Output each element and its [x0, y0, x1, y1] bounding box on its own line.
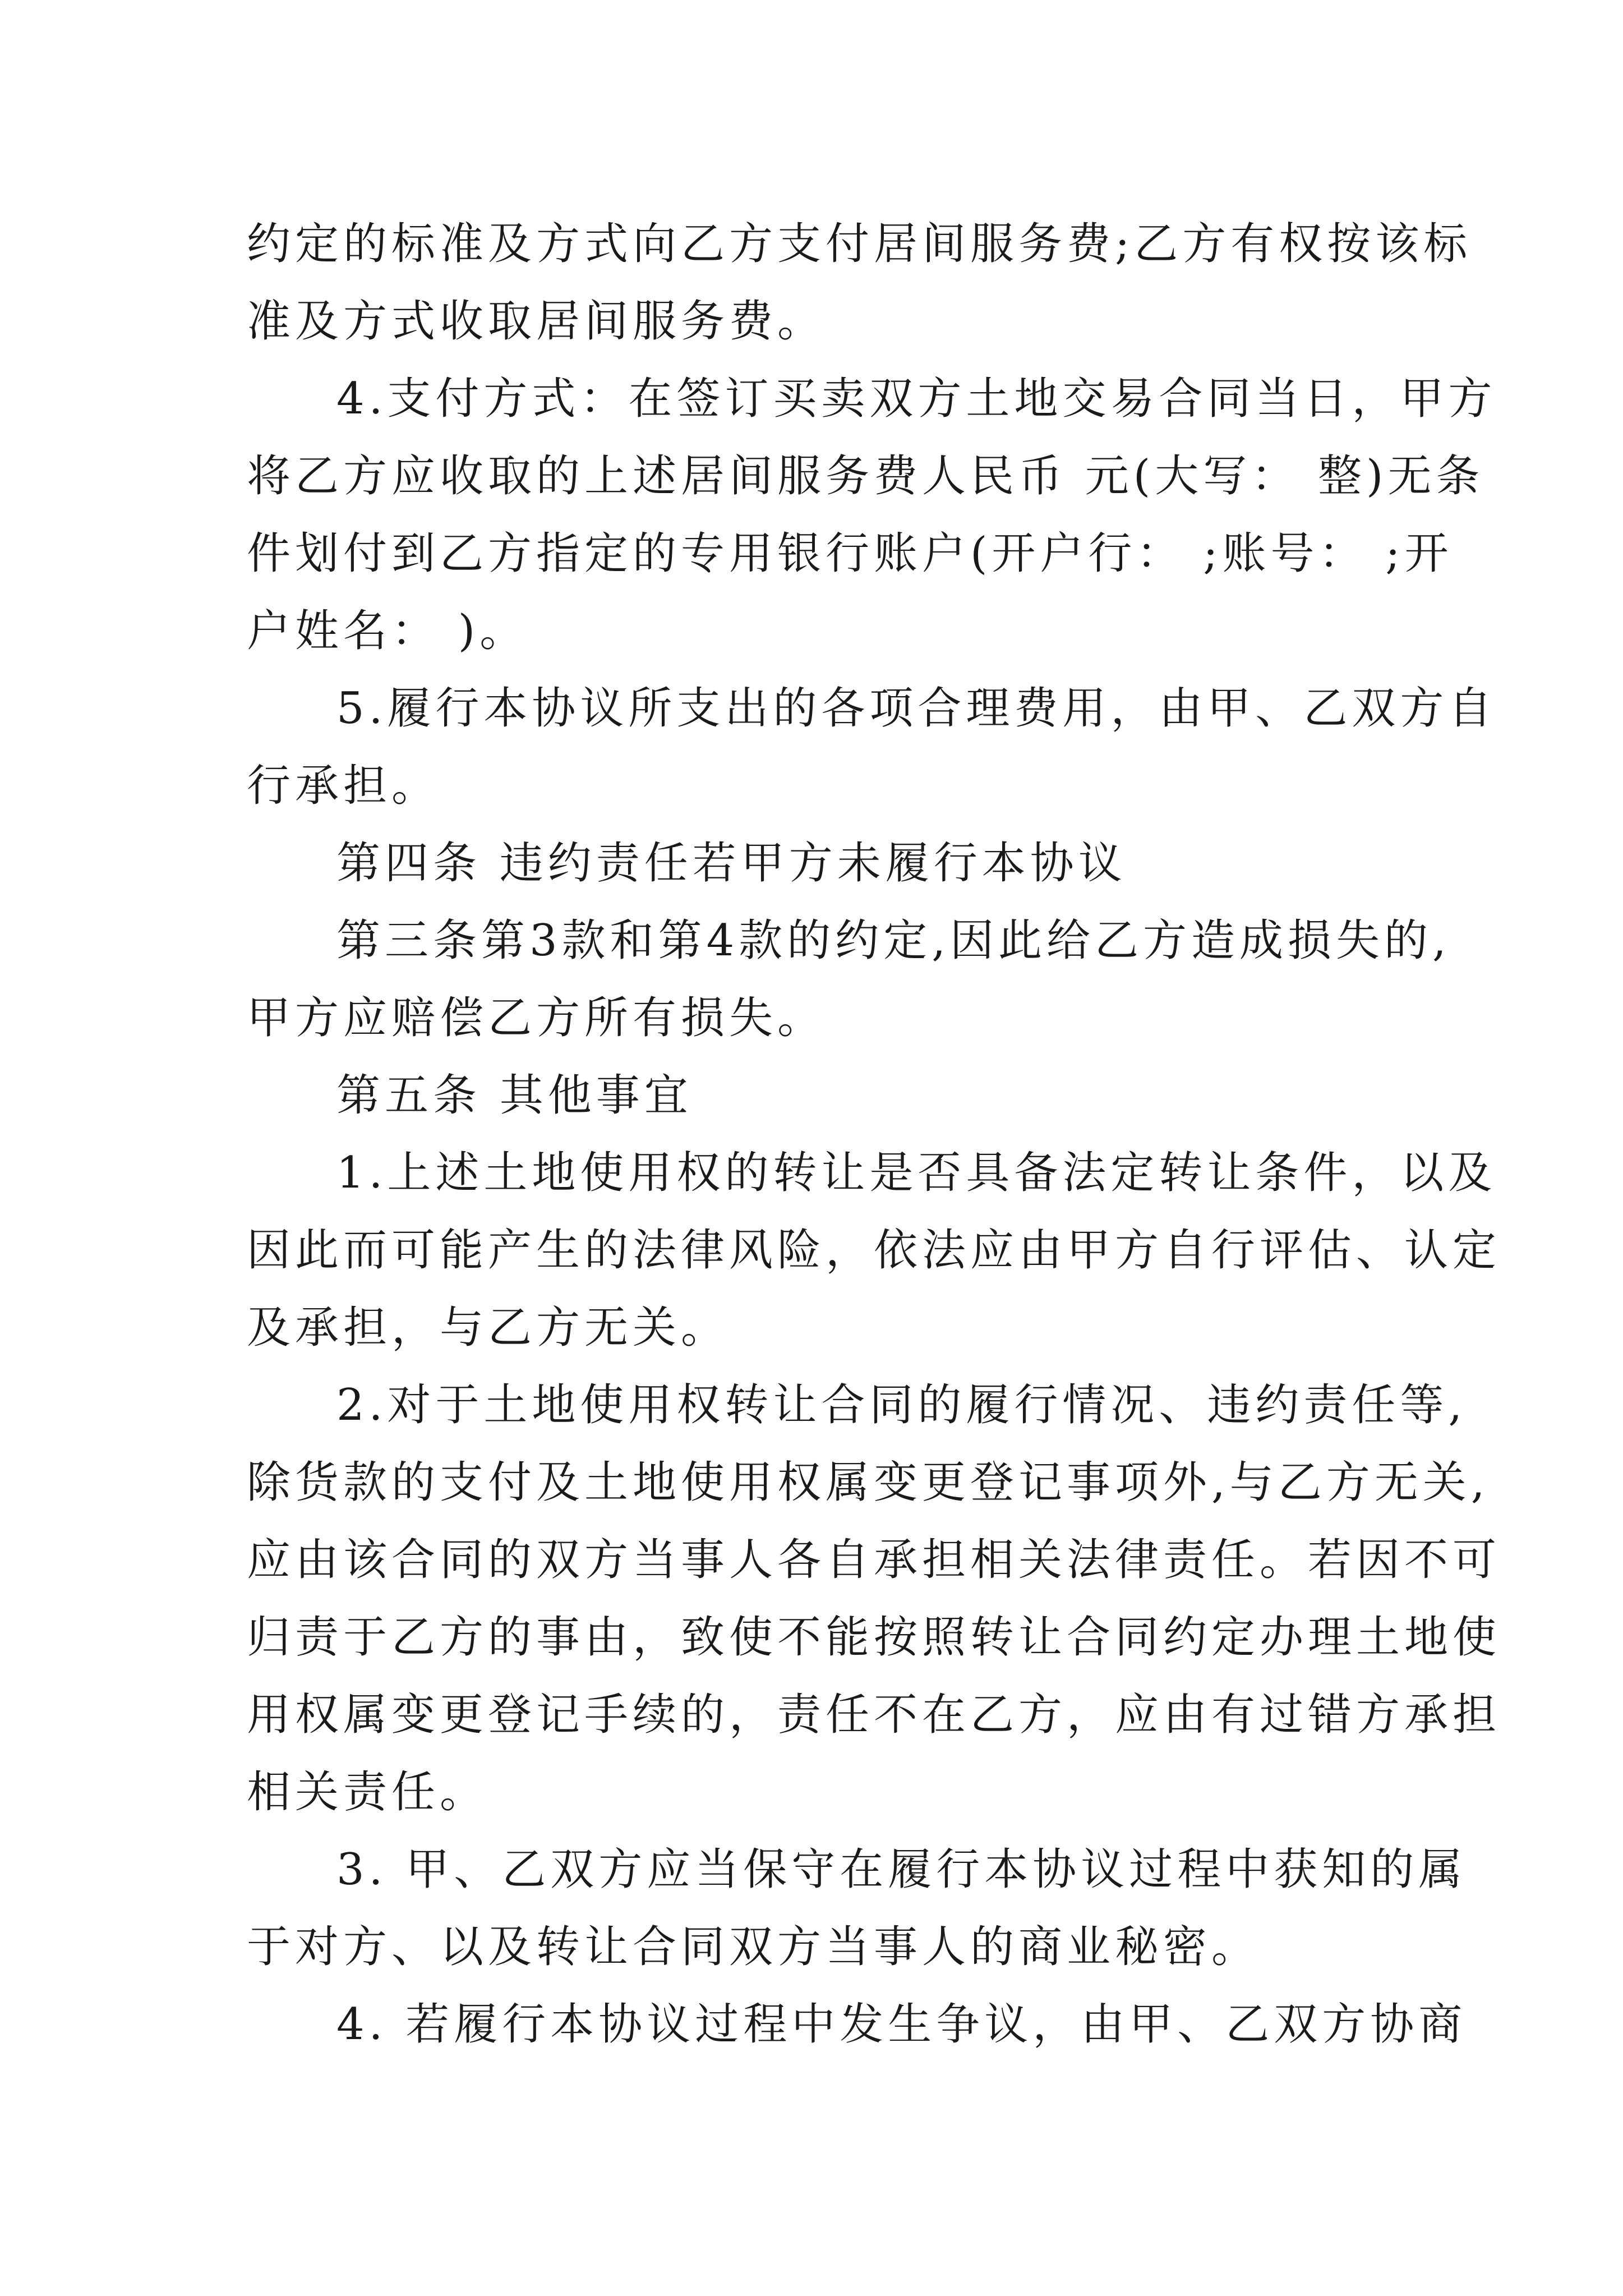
text-line: 第三条第3款和第4款的约定,因此给乙方造成损失的, [336, 915, 1451, 966]
text-line: 用权属变更登记手续的，责任不在乙方，应由有过错方承担 [247, 1690, 1501, 1740]
text-line: 2.对于土地使用权转让合同的履行情况、违约责任等, [336, 1380, 1467, 1430]
section-heading: 第五条 其他事宜 [336, 1070, 693, 1121]
text-line: 甲方应赔偿乙方所有损失。 [247, 993, 826, 1043]
text-line: 户姓名： )。 [247, 606, 528, 656]
text-line: 应由该合同的双方当事人各自承担相关法律责任。若因不可 [247, 1535, 1501, 1585]
text-line: 归责于乙方的事由，致使不能按照转让合同约定办理土地使 [247, 1612, 1501, 1663]
text-line: 3. 甲、乙双方应当保守在履行本协议过程中获知的属 [336, 1844, 1467, 1895]
text-line: 于对方、以及转让合同双方当事人的商业秘密。 [247, 1922, 1260, 1972]
text-line: 准及方式收取居间服务费。 [247, 296, 826, 347]
text-line: 4.支付方式：在签订买卖双方土地交易合同当日，甲方 [336, 374, 1497, 424]
text-line: 件划付到乙方指定的专用银行账户(开户行： ;账号： ;开 [247, 528, 1453, 579]
text-line: 约定的标准及方式向乙方支付居间服务费;乙方有权按该标 [247, 219, 1472, 269]
section-heading: 第四条 违约责任若甲方未履行本协议 [336, 838, 1127, 889]
text-line: 行承担。 [247, 761, 440, 811]
text-line: 4. 若履行本协议过程中发生争议，由甲、乙双方协商 [336, 1999, 1467, 2050]
text-line: 5.履行本协议所支出的各项合理费用，由甲、乙双方自 [336, 683, 1497, 734]
text-line: 1.上述土地使用权的转让是否具备法定转让条件，以及 [336, 1148, 1497, 1198]
text-line: 相关责任。 [247, 1767, 488, 1818]
text-line: 将乙方应收取的上述居间服务费人民币 元(大写： 整)无条 [247, 451, 1484, 501]
text-line: 因此而可能产生的法律风险，依法应由甲方自行评估、认定 [247, 1225, 1501, 1276]
text-line: 除货款的支付及土地使用权属变更登记事项外,与乙方无关, [247, 1457, 1490, 1508]
text-line: 及承担，与乙方无关。 [247, 1303, 730, 1353]
